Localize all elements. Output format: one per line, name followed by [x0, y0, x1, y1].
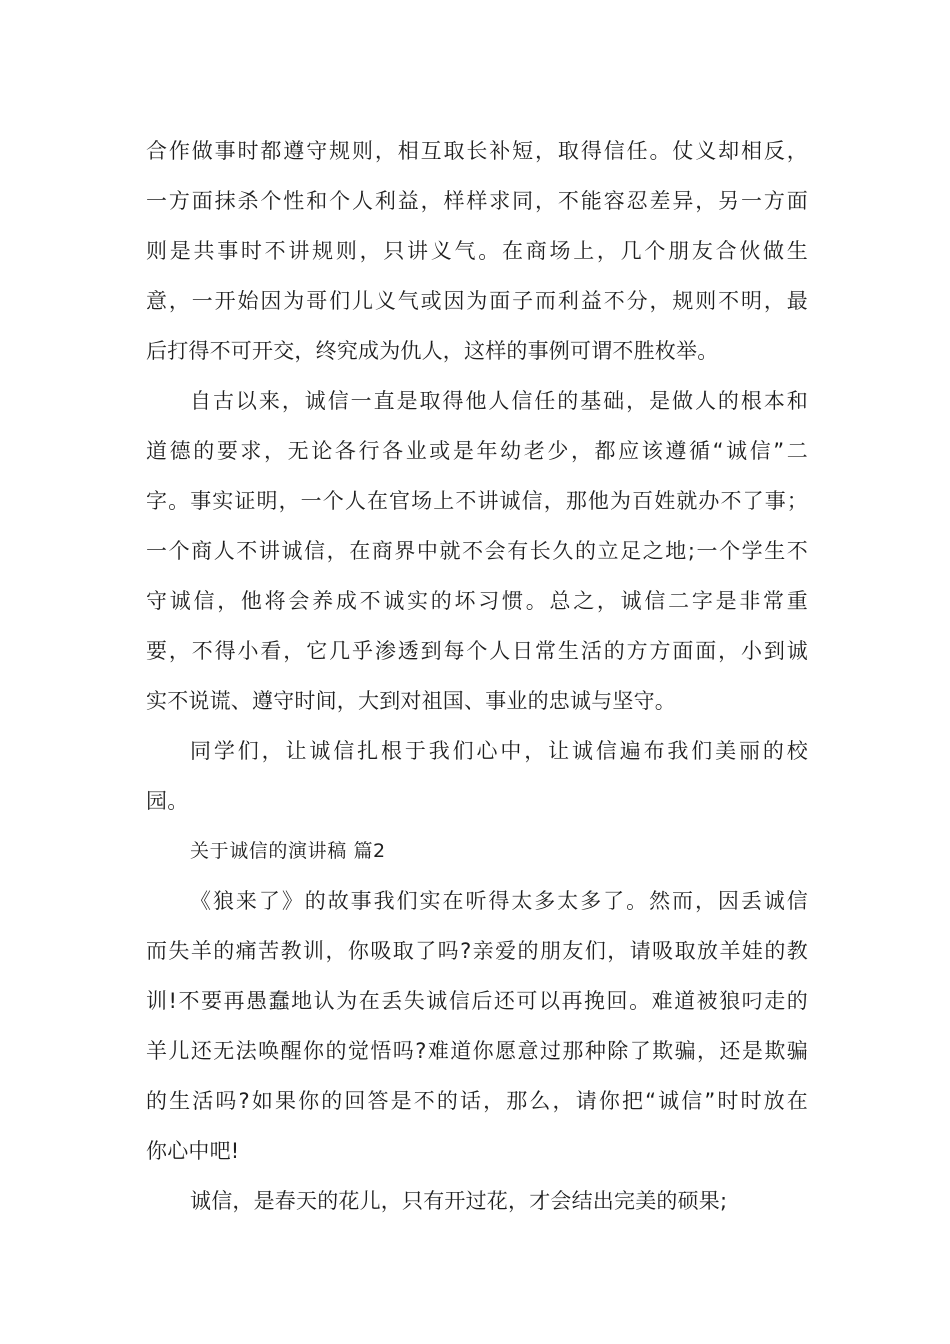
paragraph-2-line-6: 要，不得小看，它几乎渗透到每个人日常生活的方方面面，小到诚 — [146, 639, 808, 663]
section-heading: 关于诚信的演讲稿 篇2 — [190, 840, 386, 862]
paragraph-2-line-1: 自古以来，诚信一直是取得他人信任的基础，是做人的根本和 — [190, 389, 808, 413]
paragraph-5-line-1: 诚信，是春天的花儿，只有开过花，才会结出完美的硕果; — [190, 1189, 728, 1213]
paragraph-3-line-1: 同学们，让诚信扎根于我们心中，让诚信遍布我们美丽的校 — [190, 739, 808, 763]
paragraph-2-line-3: 字。事实证明，一个人在官场上不讲诚信，那他为百姓就办不了事； — [146, 489, 808, 513]
paragraph-1-line-1: 合作做事时都遵守规则，相互取长补短，取得信任。仗义却相反， — [146, 139, 808, 163]
paragraph-2-line-7: 实不说谎、遵守时间，大到对祖国、事业的忠诚与坚守。 — [146, 689, 676, 713]
paragraph-4-line-5: 的生活吗?如果你的回答是不的话，那么，请你把“诚信”时时放在 — [146, 1089, 808, 1113]
paragraph-1-line-3: 则是共事时不讲规则，只讲义气。在商场上，几个朋友合伙做生 — [146, 239, 808, 263]
paragraph-2-line-2: 道德的要求，无论各行各业或是年幼老少，都应该遵循“诚信”二 — [146, 439, 808, 463]
paragraph-1-line-5: 后打得不可开交，终究成为仇人，这样的事例可谓不胜枚举。 — [146, 339, 719, 363]
paragraph-2-line-5: 守诚信，他将会养成不诚实的坏习惯。总之，诚信二字是非常重 — [146, 589, 808, 613]
paragraph-2-line-4: 一个商人不讲诚信，在商界中就不会有长久的立足之地;一个学生不 — [146, 539, 808, 563]
paragraph-1-line-2: 一方面抹杀个性和个人利益，样样求同，不能容忍差异，另一方面 — [146, 189, 808, 213]
paragraph-1-line-4: 意，一开始因为哥们儿义气或因为面子而利益不分，规则不明，最 — [146, 289, 808, 313]
paragraph-4-line-1: 《狼来了》的故事我们实在听得太多太多了。然而，因丢诚信 — [190, 889, 808, 913]
paragraph-4-line-2: 而失羊的痛苦教训，你吸取了吗?亲爱的朋友们，请吸取放羊娃的教 — [146, 939, 808, 963]
paragraph-4-line-3: 训!不要再愚蠢地认为在丢失诚信后还可以再挽回。难道被狼叼走的 — [146, 989, 808, 1013]
paragraph-4-line-4: 羊儿还无法唤醒你的觉悟吗?难道你愿意过那种除了欺骗，还是欺骗 — [146, 1039, 808, 1063]
paragraph-4-line-6: 你心中吧! — [146, 1139, 240, 1163]
paragraph-3-line-2: 园。 — [146, 789, 189, 813]
